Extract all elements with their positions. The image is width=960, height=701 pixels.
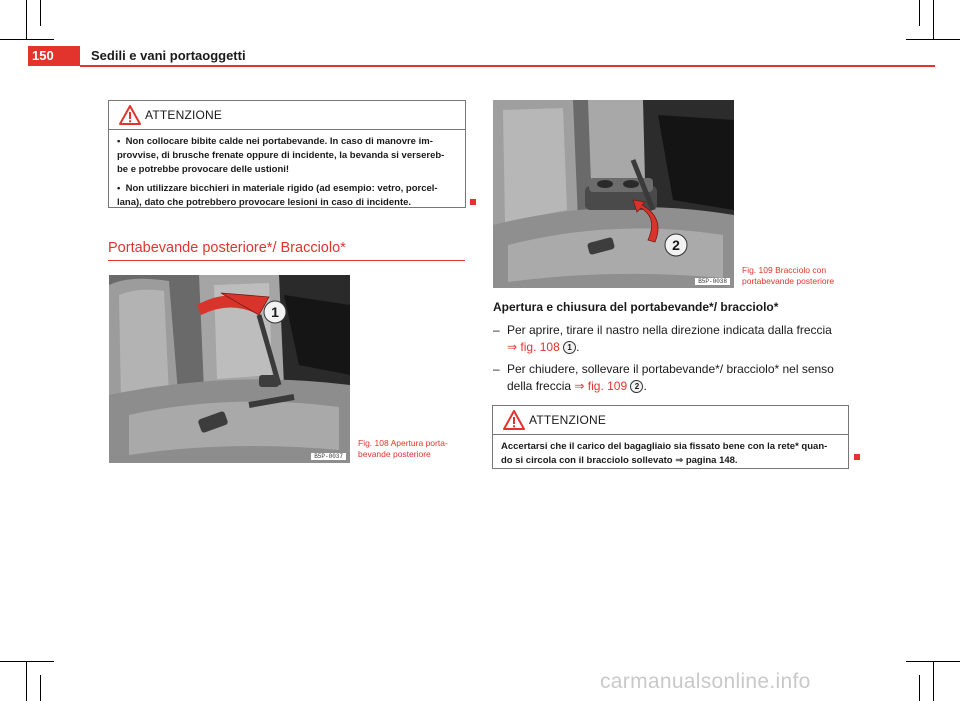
crop-mark bbox=[919, 0, 920, 26]
header-rule bbox=[80, 65, 935, 67]
warning-box-bottom bbox=[492, 405, 849, 469]
step-dash: – bbox=[493, 323, 500, 337]
crop-mark bbox=[919, 675, 920, 701]
crop-mark bbox=[933, 0, 934, 40]
caption-line: bevande posteriore bbox=[358, 449, 431, 459]
caption-line: portabevande posteriore bbox=[742, 276, 835, 286]
warning-body bbox=[501, 440, 840, 468]
bullet-dot: • bbox=[117, 136, 126, 147]
crop-mark bbox=[933, 661, 934, 701]
section-title: Portabevande posteriore*/ Bracciolo* bbox=[108, 240, 346, 256]
figure-109-callout: 2 bbox=[672, 237, 680, 253]
warning-bullet bbox=[117, 135, 457, 177]
warning-triangle-icon bbox=[119, 105, 141, 125]
figure-108-callout: 1 bbox=[271, 304, 279, 320]
step-dash: – bbox=[493, 362, 500, 376]
step-period: . bbox=[576, 340, 580, 354]
warning-box-top bbox=[108, 100, 466, 208]
page-number: 150 bbox=[32, 48, 54, 63]
warning-body bbox=[117, 135, 457, 215]
figure-109-caption bbox=[742, 265, 834, 287]
end-marker-square bbox=[854, 454, 860, 460]
warning-label: ATTENZIONE bbox=[145, 108, 223, 122]
caption-line: Fig. 109 Bracciolo con bbox=[742, 265, 827, 275]
bullet-line: provvise, di brusche frenate oppure di incidente, la bevanda si versereb- bbox=[117, 150, 445, 161]
bullet-line: be e potrebbe provocare delle ustioni! bbox=[117, 164, 290, 175]
figure-108-code: B5P-0037 bbox=[311, 453, 346, 460]
crop-mark bbox=[26, 661, 27, 701]
step-text bbox=[507, 361, 847, 395]
crop-mark bbox=[0, 39, 54, 40]
figure-108-caption bbox=[358, 438, 448, 460]
warning-line: do si circola con il bracciolo sollevato ⇒ pagina 148. bbox=[501, 455, 738, 466]
warning-header bbox=[493, 406, 848, 435]
bullet-dot: • bbox=[117, 183, 126, 194]
warning-bullet bbox=[117, 182, 457, 210]
crop-mark bbox=[0, 661, 54, 662]
figure-reference-link[interactable]: ⇒ fig. 109 bbox=[574, 379, 628, 393]
step-line: Per aprire, tirare il nastro nella direzione indicata dalla freccia bbox=[507, 323, 832, 337]
crop-mark bbox=[40, 675, 41, 701]
step-period: . bbox=[643, 379, 647, 393]
step-text bbox=[507, 322, 847, 356]
bullet-line: Non utilizzare bicchieri in materiale rigido (ad esempio: vetro, porcel- bbox=[125, 183, 438, 194]
figure-108-image bbox=[109, 275, 350, 463]
bullet-line: Non collocare bibite calde nei portabevande. In caso di manovre im- bbox=[125, 136, 433, 147]
rear-armrest-illustration bbox=[493, 100, 734, 288]
caption-line: Fig. 108 Apertura porta- bbox=[358, 438, 448, 448]
page-number-badge bbox=[28, 46, 80, 66]
callout-badge: 2 bbox=[630, 380, 643, 393]
step-prefix: della freccia bbox=[507, 379, 572, 393]
crop-mark bbox=[26, 0, 27, 40]
warning-line: Accertarsi che il carico del bagagliaio sia fissato bene con la rete* quan- bbox=[501, 441, 828, 452]
step-line: Per chiudere, sollevare il portabevande*/ bracciolo* nel senso bbox=[507, 362, 834, 376]
watermark: carmanualsonline.info bbox=[600, 670, 811, 693]
rear-seat-illustration bbox=[109, 275, 350, 463]
bullet-line: lana), dato che potrebbero provocare lesioni in caso di incidente. bbox=[117, 197, 412, 208]
warning-triangle-icon bbox=[503, 410, 525, 430]
warning-label: ATTENZIONE bbox=[529, 413, 607, 427]
chapter-title: Sedili e vani portaoggetti bbox=[91, 48, 246, 63]
instructions-title: Apertura e chiusura del portabevande*/ bracciolo* bbox=[493, 300, 779, 314]
crop-mark bbox=[40, 0, 41, 26]
figure-109-code: B5P-0038 bbox=[695, 278, 730, 285]
figure-reference-link[interactable]: ⇒ fig. 108 bbox=[507, 340, 560, 354]
end-marker-square bbox=[470, 199, 476, 205]
section-rule bbox=[108, 260, 465, 261]
callout-badge: 1 bbox=[563, 341, 576, 354]
warning-header bbox=[109, 101, 465, 130]
figure-109-image bbox=[493, 100, 734, 288]
